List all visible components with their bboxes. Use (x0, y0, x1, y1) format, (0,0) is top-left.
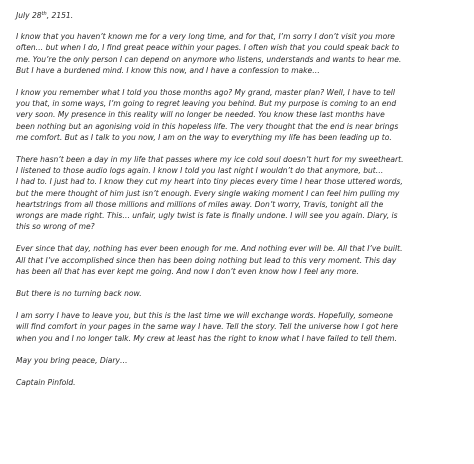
paragraph-line: but the mere thought of him just isn’t enough. Every single waking moment I can feel him pulling my (16, 188, 400, 198)
paragraph-line: you that, in some ways, I’m going to regret leaving you behind. But my purpose is coming to an end (16, 99, 397, 109)
paragraph-line: will find comfort in your pages in the same way I have. Tell the story. Tell the universe how I got here (16, 322, 399, 332)
paragraph-line: All that I’ve accomplished since then has been doing nothing but lead to this very moment. This day (16, 255, 397, 265)
diary-page (16, 10, 462, 399)
paragraph-line: this so wrong of me? (16, 222, 95, 232)
date-suffix: th (41, 11, 47, 17)
paragraph-line: I know that you haven’t known me for a very long time, and for that, I’m sorry I don’t visit you more (16, 32, 395, 42)
paragraph-line: But there is no turning back now. (16, 289, 142, 299)
diary-paragraph (16, 154, 462, 232)
paragraph-line: wrongs are made right. This… unfair, ugly twist is fate is finally undone. I will see you again. Diary, is (16, 211, 398, 221)
paragraph-line: May you bring peace, Diary… (16, 355, 128, 365)
paragraph-line: I am sorry I have to leave you, but this is the last time we will exchange words. Hopefully, someone (16, 311, 393, 321)
paragraph-line: heartstrings from all those millions and millions of miles away. Don’t worry, Travis, tonight all the (16, 199, 384, 209)
paragraph-line: I listened to those audio logs again. I know I told you last night I wouldn’t do that anymore, but… (16, 166, 384, 176)
diary-paragraph (16, 377, 462, 388)
paragraph-line: Captain Pinfold. (16, 378, 76, 388)
paragraph-line: There hasn’t been a day in my life that passes where my ice cold soul doesn’t hurt for my sweetheart. (16, 155, 404, 165)
paragraph-line: me. You’re the only person I can depend on anymore who listens, understands and wants to hear me. (16, 54, 402, 64)
date-year: , 2151. (46, 11, 74, 20)
paragraph-line: has been all that has ever kept me going. And now I don’t even know how I feel any more. (16, 266, 359, 276)
paragraph-line: I know you remember what I told you those months ago? My grand, master plan? Well, I have to tell (16, 88, 395, 98)
date-prefix: July 28 (16, 11, 42, 20)
paragraph-line: often… but when I do, I find great peace within your pages. I often wish that you could speak back to (16, 43, 400, 53)
diary-paragraph (16, 243, 462, 277)
paragraph-line: Ever since that day, nothing has ever been enough for me. And nothing ever will be. All that I’ve built. (16, 244, 403, 254)
paragraph-line: been nothing but an agonising void in this hopeless life. The very thought that the end is near brings (16, 121, 399, 131)
diary-paragraph (16, 288, 462, 299)
paragraph-line: me comfort. But as I talk to you now, I am on the way to everything my life has been leading up to. (16, 132, 392, 142)
paragraph-line: But I have a burdened mind. I know this now, and I have a confession to make… (16, 65, 320, 75)
diary-paragraph (16, 310, 462, 344)
diary-paragraph (16, 31, 462, 76)
diary-date (16, 10, 462, 21)
paragraph-line: I had to. I just had to. I know they cut my heart into tiny pieces every time I hear those uttered words, (16, 177, 403, 187)
diary-paragraph (16, 87, 462, 143)
diary-body (16, 31, 462, 388)
paragraph-line: very soon. My presence in this reality will no longer be needed. You know these last months have (16, 110, 385, 120)
paragraph-line: when you and I no longer talk. My crew at least has the right to know what I have failed to tell them. (16, 333, 397, 343)
diary-paragraph (16, 355, 462, 366)
